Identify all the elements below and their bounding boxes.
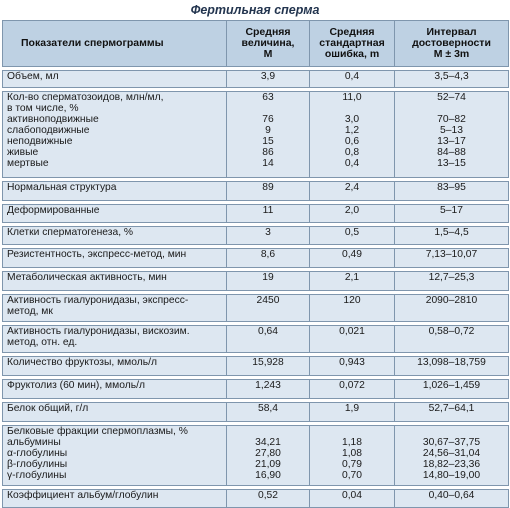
spermogram-table bbox=[2, 20, 509, 508]
cell-line: 0,40–0,64 bbox=[428, 490, 475, 501]
cell-line: 1,08 bbox=[341, 448, 363, 459]
cell-line: Объем, мл bbox=[7, 71, 59, 82]
interval-cell bbox=[395, 227, 509, 245]
cell-line: Кол-во сперматозоидов, млн/мл, bbox=[7, 92, 164, 103]
cell-line: 1,18 bbox=[341, 437, 363, 448]
cell-line: 18,82–23,36 bbox=[422, 459, 481, 470]
cell-line: в том числе, % bbox=[7, 103, 79, 114]
std-error-cell bbox=[310, 182, 395, 201]
cell-line: 8,6 bbox=[260, 249, 276, 260]
std-error-cell bbox=[310, 227, 395, 245]
cell-line bbox=[231, 426, 305, 437]
cell-line: 120 bbox=[343, 295, 361, 306]
cell-line: 0,4 bbox=[344, 71, 360, 82]
cell-line: 2,1 bbox=[344, 272, 360, 283]
cell-line bbox=[399, 426, 504, 437]
indicator-cell bbox=[3, 426, 227, 486]
cell-line: 86 bbox=[262, 147, 274, 158]
cell-line: 63 bbox=[262, 92, 274, 103]
cell-line: 0,6 bbox=[344, 136, 360, 147]
mean-cell bbox=[227, 295, 310, 322]
cell-line: 1,026–1,459 bbox=[422, 380, 481, 391]
interval-cell bbox=[395, 380, 509, 399]
cell-line: 0,5 bbox=[344, 227, 360, 238]
cell-line: 21,09 bbox=[255, 459, 281, 470]
cell-line: 11,0 bbox=[342, 92, 362, 103]
std-error-cell bbox=[310, 205, 395, 223]
mean-cell bbox=[227, 182, 310, 201]
table-row bbox=[3, 182, 509, 201]
std-error-cell bbox=[310, 403, 395, 422]
std-error-cell bbox=[310, 380, 395, 399]
table-row bbox=[3, 205, 509, 223]
indicator-cell bbox=[3, 182, 227, 201]
std-error-cell bbox=[310, 272, 395, 291]
cell-line: 15 bbox=[262, 136, 274, 147]
indicator-cell bbox=[3, 326, 227, 353]
cell-line: 0,52 bbox=[257, 490, 279, 501]
interval-cell bbox=[395, 357, 509, 376]
cell-line: 0,04 bbox=[341, 490, 363, 501]
cell-line: 5–17 bbox=[440, 205, 463, 216]
cell-line: 2,4 bbox=[344, 182, 360, 193]
cell-line: 2450 bbox=[256, 295, 280, 306]
table-row bbox=[3, 403, 509, 422]
table-row bbox=[3, 490, 509, 508]
cell-line: 89 bbox=[262, 182, 274, 193]
cell-line: слабоподвижные bbox=[7, 125, 90, 136]
indicator-cell bbox=[3, 403, 227, 422]
std-error-cell bbox=[310, 326, 395, 353]
interval-cell bbox=[395, 182, 509, 201]
std-error-cell bbox=[310, 249, 395, 268]
cell-line: 27,80 bbox=[255, 448, 281, 459]
cell-line: Метаболическая активность, мин bbox=[7, 272, 167, 283]
cell-line: 13–17 bbox=[437, 136, 466, 147]
cell-line: живые bbox=[7, 147, 39, 158]
header-indicators: Показатели спермограммы bbox=[3, 21, 227, 67]
cell-line: Резистентность, экспресс-метод, мин bbox=[7, 249, 187, 260]
cell-line: активноподвижные bbox=[7, 114, 99, 125]
interval-cell bbox=[395, 326, 509, 353]
std-error-cell bbox=[310, 426, 395, 486]
cell-line: α-глобулины bbox=[7, 448, 68, 459]
cell-line: 0,79 bbox=[341, 459, 363, 470]
table-row bbox=[3, 326, 509, 353]
cell-line: 83–95 bbox=[437, 182, 466, 193]
cell-line: Белок общий, г/л bbox=[7, 403, 89, 414]
cell-line: Клетки сперматогенеза, % bbox=[7, 227, 134, 238]
indicator-cell bbox=[3, 205, 227, 223]
mean-cell bbox=[227, 71, 310, 88]
mean-cell bbox=[227, 357, 310, 376]
cell-line: 76 bbox=[262, 114, 274, 125]
cell-line: 15,928 bbox=[252, 357, 284, 368]
cell-line: 0,8 bbox=[344, 147, 360, 158]
cell-line: 0,49 bbox=[341, 249, 363, 260]
cell-line: γ-глобулины bbox=[7, 470, 67, 481]
table-body bbox=[3, 21, 509, 508]
cell-line: 1,9 bbox=[344, 403, 360, 414]
interval-cell bbox=[395, 92, 509, 178]
cell-line: 84–88 bbox=[437, 147, 466, 158]
cell-line: 58,4 bbox=[257, 403, 279, 414]
indicator-cell bbox=[3, 71, 227, 88]
cell-line: 11 bbox=[262, 205, 274, 216]
cell-line bbox=[399, 103, 504, 114]
cell-line: 1,243 bbox=[255, 380, 281, 391]
cell-line bbox=[314, 103, 390, 114]
cell-line: мертвые bbox=[7, 158, 49, 169]
cell-line: 1,2 bbox=[344, 125, 360, 136]
mean-cell bbox=[227, 326, 310, 353]
cell-line: 7,13–10,07 bbox=[425, 249, 478, 260]
cell-line: β-глобулины bbox=[7, 459, 68, 470]
cell-line bbox=[314, 426, 390, 437]
header-mean: Средняя величина, M bbox=[227, 21, 310, 67]
interval-cell bbox=[395, 71, 509, 88]
mean-cell bbox=[227, 205, 310, 223]
table-row bbox=[3, 249, 509, 268]
cell-line: 34,21 bbox=[255, 437, 281, 448]
cell-line: 13,098–18,759 bbox=[417, 357, 486, 368]
cell-line: Деформированные bbox=[7, 205, 100, 216]
table-row bbox=[3, 357, 509, 376]
indicator-cell bbox=[3, 227, 227, 245]
interval-cell bbox=[395, 295, 509, 322]
interval-cell bbox=[395, 249, 509, 268]
interval-cell bbox=[395, 205, 509, 223]
cell-line: Количество фруктозы, ммоль/л bbox=[7, 357, 157, 368]
table-row bbox=[3, 380, 509, 399]
cell-line: 3 bbox=[265, 227, 271, 238]
cell-line: альбумины bbox=[7, 437, 61, 448]
cell-line: Активность гиалуронидазы, вискозим. bbox=[7, 326, 190, 337]
table-row bbox=[3, 71, 509, 88]
cell-line bbox=[231, 103, 305, 114]
cell-line: 2,0 bbox=[344, 205, 360, 216]
cell-line: 0,64 bbox=[257, 326, 279, 337]
mean-cell bbox=[227, 403, 310, 422]
cell-line: метод, мк bbox=[7, 306, 53, 317]
header-row bbox=[3, 21, 509, 67]
std-error-cell bbox=[310, 71, 395, 88]
table-row bbox=[3, 272, 509, 291]
cell-line: 0,4 bbox=[344, 158, 360, 169]
indicator-cell bbox=[3, 249, 227, 268]
std-error-cell bbox=[310, 295, 395, 322]
std-error-cell bbox=[310, 357, 395, 376]
cell-line: 30,67–37,75 bbox=[422, 437, 481, 448]
header-confidence-interval: Интервал достоверности M ± 3m bbox=[395, 21, 509, 67]
cell-line: 16,90 bbox=[255, 470, 281, 481]
indicator-cell bbox=[3, 272, 227, 291]
cell-line: Коэффициент альбум/глобулин bbox=[7, 490, 159, 501]
cell-line: 0,021 bbox=[339, 326, 365, 337]
cell-line: 70–82 bbox=[437, 114, 466, 125]
cell-line: 2090–2810 bbox=[425, 295, 478, 306]
cell-line: метод, отн. ед. bbox=[7, 337, 78, 348]
interval-cell bbox=[395, 272, 509, 291]
header-std-error: Средняя стандартная ошибка, m bbox=[310, 21, 395, 67]
interval-cell bbox=[395, 403, 509, 422]
cell-line: 3,9 bbox=[260, 71, 276, 82]
mean-cell bbox=[227, 490, 310, 508]
cell-line: 24,56–31,04 bbox=[422, 448, 481, 459]
cell-line: 19 bbox=[262, 272, 274, 283]
cell-line: 0,58–0,72 bbox=[428, 326, 475, 337]
cell-line: 3,5–4,3 bbox=[434, 71, 469, 82]
cell-line: 14,80–19,00 bbox=[422, 470, 481, 481]
indicator-cell bbox=[3, 357, 227, 376]
interval-cell bbox=[395, 490, 509, 508]
mean-cell bbox=[227, 92, 310, 178]
mean-cell bbox=[227, 426, 310, 486]
mean-cell bbox=[227, 272, 310, 291]
cell-line: 13–15 bbox=[437, 158, 466, 169]
cell-line: Белковые фракции спермоплазмы, % bbox=[7, 426, 188, 437]
cell-line: 9 bbox=[265, 125, 271, 136]
cell-line: 3,0 bbox=[344, 114, 360, 125]
mean-cell bbox=[227, 380, 310, 399]
indicator-cell bbox=[3, 380, 227, 399]
table-row bbox=[3, 92, 509, 178]
cell-line: 0,072 bbox=[339, 380, 365, 391]
table-row bbox=[3, 227, 509, 245]
cell-line: 14 bbox=[262, 158, 274, 169]
indicator-cell bbox=[3, 295, 227, 322]
cell-line: 0,70 bbox=[341, 470, 363, 481]
indicator-cell bbox=[3, 92, 227, 178]
interval-cell bbox=[395, 426, 509, 486]
std-error-cell bbox=[310, 490, 395, 508]
cell-line: Активность гиалуронидазы, экспресс- bbox=[7, 295, 189, 306]
cell-line: Фруктолиз (60 мин), ммоль/л bbox=[7, 380, 145, 391]
cell-line: 0,943 bbox=[339, 357, 365, 368]
cell-line: 1,5–4,5 bbox=[434, 227, 469, 238]
cell-line: 52–74 bbox=[437, 92, 466, 103]
indicator-cell bbox=[3, 490, 227, 508]
cell-line: 12,7–25,3 bbox=[428, 272, 475, 283]
table-title: Фертильная сперма bbox=[190, 3, 320, 17]
table-row bbox=[3, 426, 509, 486]
std-error-cell bbox=[310, 92, 395, 178]
mean-cell bbox=[227, 227, 310, 245]
table-row bbox=[3, 295, 509, 322]
cell-line: Нормальная структура bbox=[7, 182, 117, 193]
cell-line: неподвижные bbox=[7, 136, 73, 147]
mean-cell bbox=[227, 249, 310, 268]
cell-line: 5–13 bbox=[440, 125, 463, 136]
cell-line: 52,7–64,1 bbox=[428, 403, 475, 414]
